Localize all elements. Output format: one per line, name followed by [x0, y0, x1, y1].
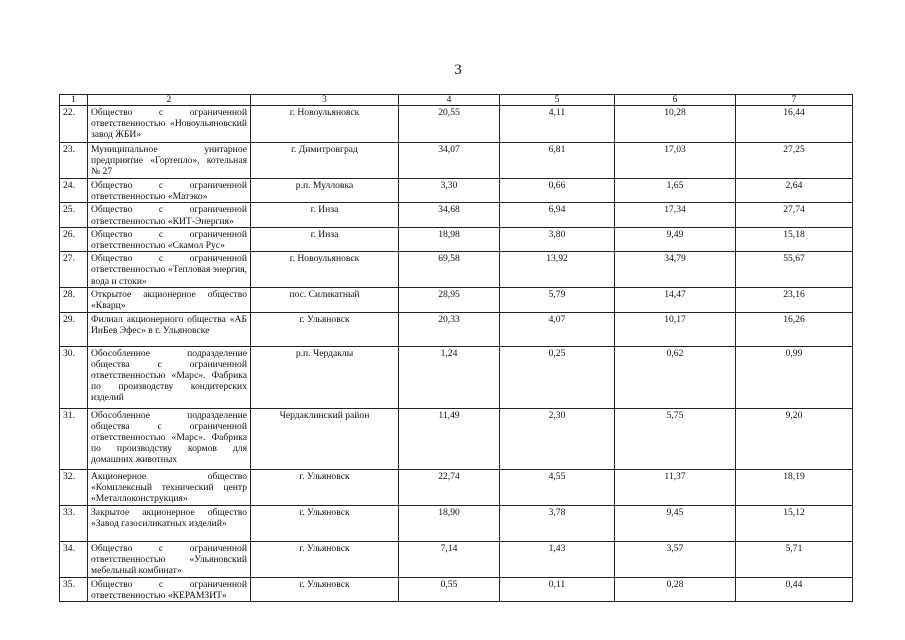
value-cell: 1,24 — [399, 346, 500, 408]
row-number: 29. — [60, 312, 88, 346]
table-row — [60, 252, 853, 288]
table-row — [60, 541, 853, 577]
table-row — [60, 106, 853, 143]
location: г. Ульяновск — [251, 505, 399, 541]
organization-name: Общество с ограниченной ответственностью «Тепловая энергия, вода и стоки» — [88, 252, 251, 288]
value-cell: 55,67 — [736, 252, 853, 288]
organization-name: Открытое акционерное общество «Кварц» — [88, 288, 251, 312]
location: г. Инза — [251, 227, 399, 251]
value-cell: 18,19 — [736, 469, 853, 505]
location: пос. Силикатный — [251, 288, 399, 312]
value-cell: 2,30 — [500, 408, 615, 469]
location: р.п. Мулловка — [251, 179, 399, 203]
table-row — [60, 346, 853, 408]
value-cell: 10,28 — [615, 106, 736, 143]
location: р.п. Чердаклы — [251, 346, 399, 408]
organization-name: Общество с ограниченной ответственностью «КЕРАМЗИТ» — [88, 577, 251, 601]
emissions-table — [59, 94, 853, 602]
value-cell: 10,17 — [615, 312, 736, 346]
value-cell: 0,44 — [736, 577, 853, 601]
table-row — [60, 288, 853, 312]
table-row — [60, 505, 853, 541]
organization-name: Общество с ограниченной ответственностью «КИТ-Энергия» — [88, 203, 251, 227]
organization-name: Общество с ограниченной ответственностью «Скамол Рус» — [88, 227, 251, 251]
value-cell: 0,66 — [500, 179, 615, 203]
organization-name: Муниципальное унитарное предприятие «Гортепло», котельная № 27 — [88, 143, 251, 179]
row-number: 23. — [60, 143, 88, 179]
value-cell: 3,30 — [399, 179, 500, 203]
organization-name: Общество с ограниченной ответственностью «Ульяновский мебельный комбинат» — [88, 541, 251, 577]
table-row — [60, 469, 853, 505]
value-cell: 3,78 — [500, 505, 615, 541]
value-cell: 22,74 — [399, 469, 500, 505]
value-cell: 17,34 — [615, 203, 736, 227]
table-header-row — [60, 95, 853, 106]
value-cell: 0,62 — [615, 346, 736, 408]
column-header: 3 — [251, 95, 399, 106]
value-cell: 9,45 — [615, 505, 736, 541]
row-number: 33. — [60, 505, 88, 541]
table-row — [60, 179, 853, 203]
value-cell: 34,07 — [399, 143, 500, 179]
location: Чердаклинский район — [251, 408, 399, 469]
table-row — [60, 227, 853, 251]
table-row — [60, 143, 853, 179]
value-cell: 2,64 — [736, 179, 853, 203]
value-cell: 0,25 — [500, 346, 615, 408]
row-number: 35. — [60, 577, 88, 601]
column-header: 6 — [615, 95, 736, 106]
value-cell: 16,26 — [736, 312, 853, 346]
page-number: 3 — [454, 62, 462, 78]
organization-name: Обособленное подразделение общества с ограниченной ответственностью «Марс». Фабрика по производству кондитерских изделий — [88, 346, 251, 408]
value-cell: 9,49 — [615, 227, 736, 251]
organization-name: Общество с ограниченной ответственностью «Новоульяновский завод ЖБИ» — [88, 106, 251, 143]
column-header: 7 — [736, 95, 853, 106]
value-cell: 4,55 — [500, 469, 615, 505]
location: г. Ульяновск — [251, 469, 399, 505]
value-cell: 11,37 — [615, 469, 736, 505]
value-cell: 17,03 — [615, 143, 736, 179]
column-header: 4 — [399, 95, 500, 106]
row-number: 25. — [60, 203, 88, 227]
location: г. Ульяновск — [251, 577, 399, 601]
value-cell: 16,44 — [736, 106, 853, 143]
value-cell: 0,11 — [500, 577, 615, 601]
value-cell: 27,74 — [736, 203, 853, 227]
column-header: 5 — [500, 95, 615, 106]
table-row — [60, 203, 853, 227]
column-header: 1 — [60, 95, 88, 106]
value-cell: 11,49 — [399, 408, 500, 469]
row-number: 31. — [60, 408, 88, 469]
value-cell: 4,11 — [500, 106, 615, 143]
table-row — [60, 577, 853, 601]
value-cell: 6,81 — [500, 143, 615, 179]
value-cell: 18,98 — [399, 227, 500, 251]
location: г. Ульяновск — [251, 541, 399, 577]
location: г. Инза — [251, 203, 399, 227]
value-cell: 23,16 — [736, 288, 853, 312]
location: г. Новоульяновск — [251, 106, 399, 143]
organization-name: Акционерное общество «Комплексный технический центр «Металлоконструкция» — [88, 469, 251, 505]
location: г. Димитровград — [251, 143, 399, 179]
value-cell: 5,75 — [615, 408, 736, 469]
value-cell: 0,55 — [399, 577, 500, 601]
row-number: 32. — [60, 469, 88, 505]
location: г. Новоульяновск — [251, 252, 399, 288]
value-cell: 1,65 — [615, 179, 736, 203]
value-cell: 0,28 — [615, 577, 736, 601]
value-cell: 34,68 — [399, 203, 500, 227]
organization-name: Закрытое акционерное общество «Завод газосиликатных изделий» — [88, 505, 251, 541]
value-cell: 3,80 — [500, 227, 615, 251]
table-row — [60, 408, 853, 469]
value-cell: 20,33 — [399, 312, 500, 346]
row-number: 30. — [60, 346, 88, 408]
row-number: 24. — [60, 179, 88, 203]
value-cell: 6,94 — [500, 203, 615, 227]
value-cell: 3,57 — [615, 541, 736, 577]
value-cell: 5,71 — [736, 541, 853, 577]
value-cell: 14,47 — [615, 288, 736, 312]
value-cell: 0,99 — [736, 346, 853, 408]
value-cell: 9,20 — [736, 408, 853, 469]
value-cell: 1,43 — [500, 541, 615, 577]
row-number: 27. — [60, 252, 88, 288]
value-cell: 18,90 — [399, 505, 500, 541]
row-number: 28. — [60, 288, 88, 312]
row-number: 34. — [60, 541, 88, 577]
row-number: 26. — [60, 227, 88, 251]
value-cell: 69,58 — [399, 252, 500, 288]
column-header: 2 — [88, 95, 251, 106]
value-cell: 28,95 — [399, 288, 500, 312]
row-number: 22. — [60, 106, 88, 143]
organization-name: Общество с ограниченной ответственностью «Матэко» — [88, 179, 251, 203]
table-row — [60, 312, 853, 346]
value-cell: 5,79 — [500, 288, 615, 312]
value-cell: 20,55 — [399, 106, 500, 143]
value-cell: 15,18 — [736, 227, 853, 251]
organization-name: Филиал акционерного общества «АБ ИнБев Эфес» в г. Ульяновске — [88, 312, 251, 346]
value-cell: 13,92 — [500, 252, 615, 288]
value-cell: 15,12 — [736, 505, 853, 541]
location: г. Ульяновск — [251, 312, 399, 346]
value-cell: 4,07 — [500, 312, 615, 346]
value-cell: 7,14 — [399, 541, 500, 577]
value-cell: 34,79 — [615, 252, 736, 288]
organization-name: Обособленное подразделение общества с ограниченной ответственностью «Марс». Фабрика по производству кормов для домашних животных — [88, 408, 251, 469]
value-cell: 27,25 — [736, 143, 853, 179]
